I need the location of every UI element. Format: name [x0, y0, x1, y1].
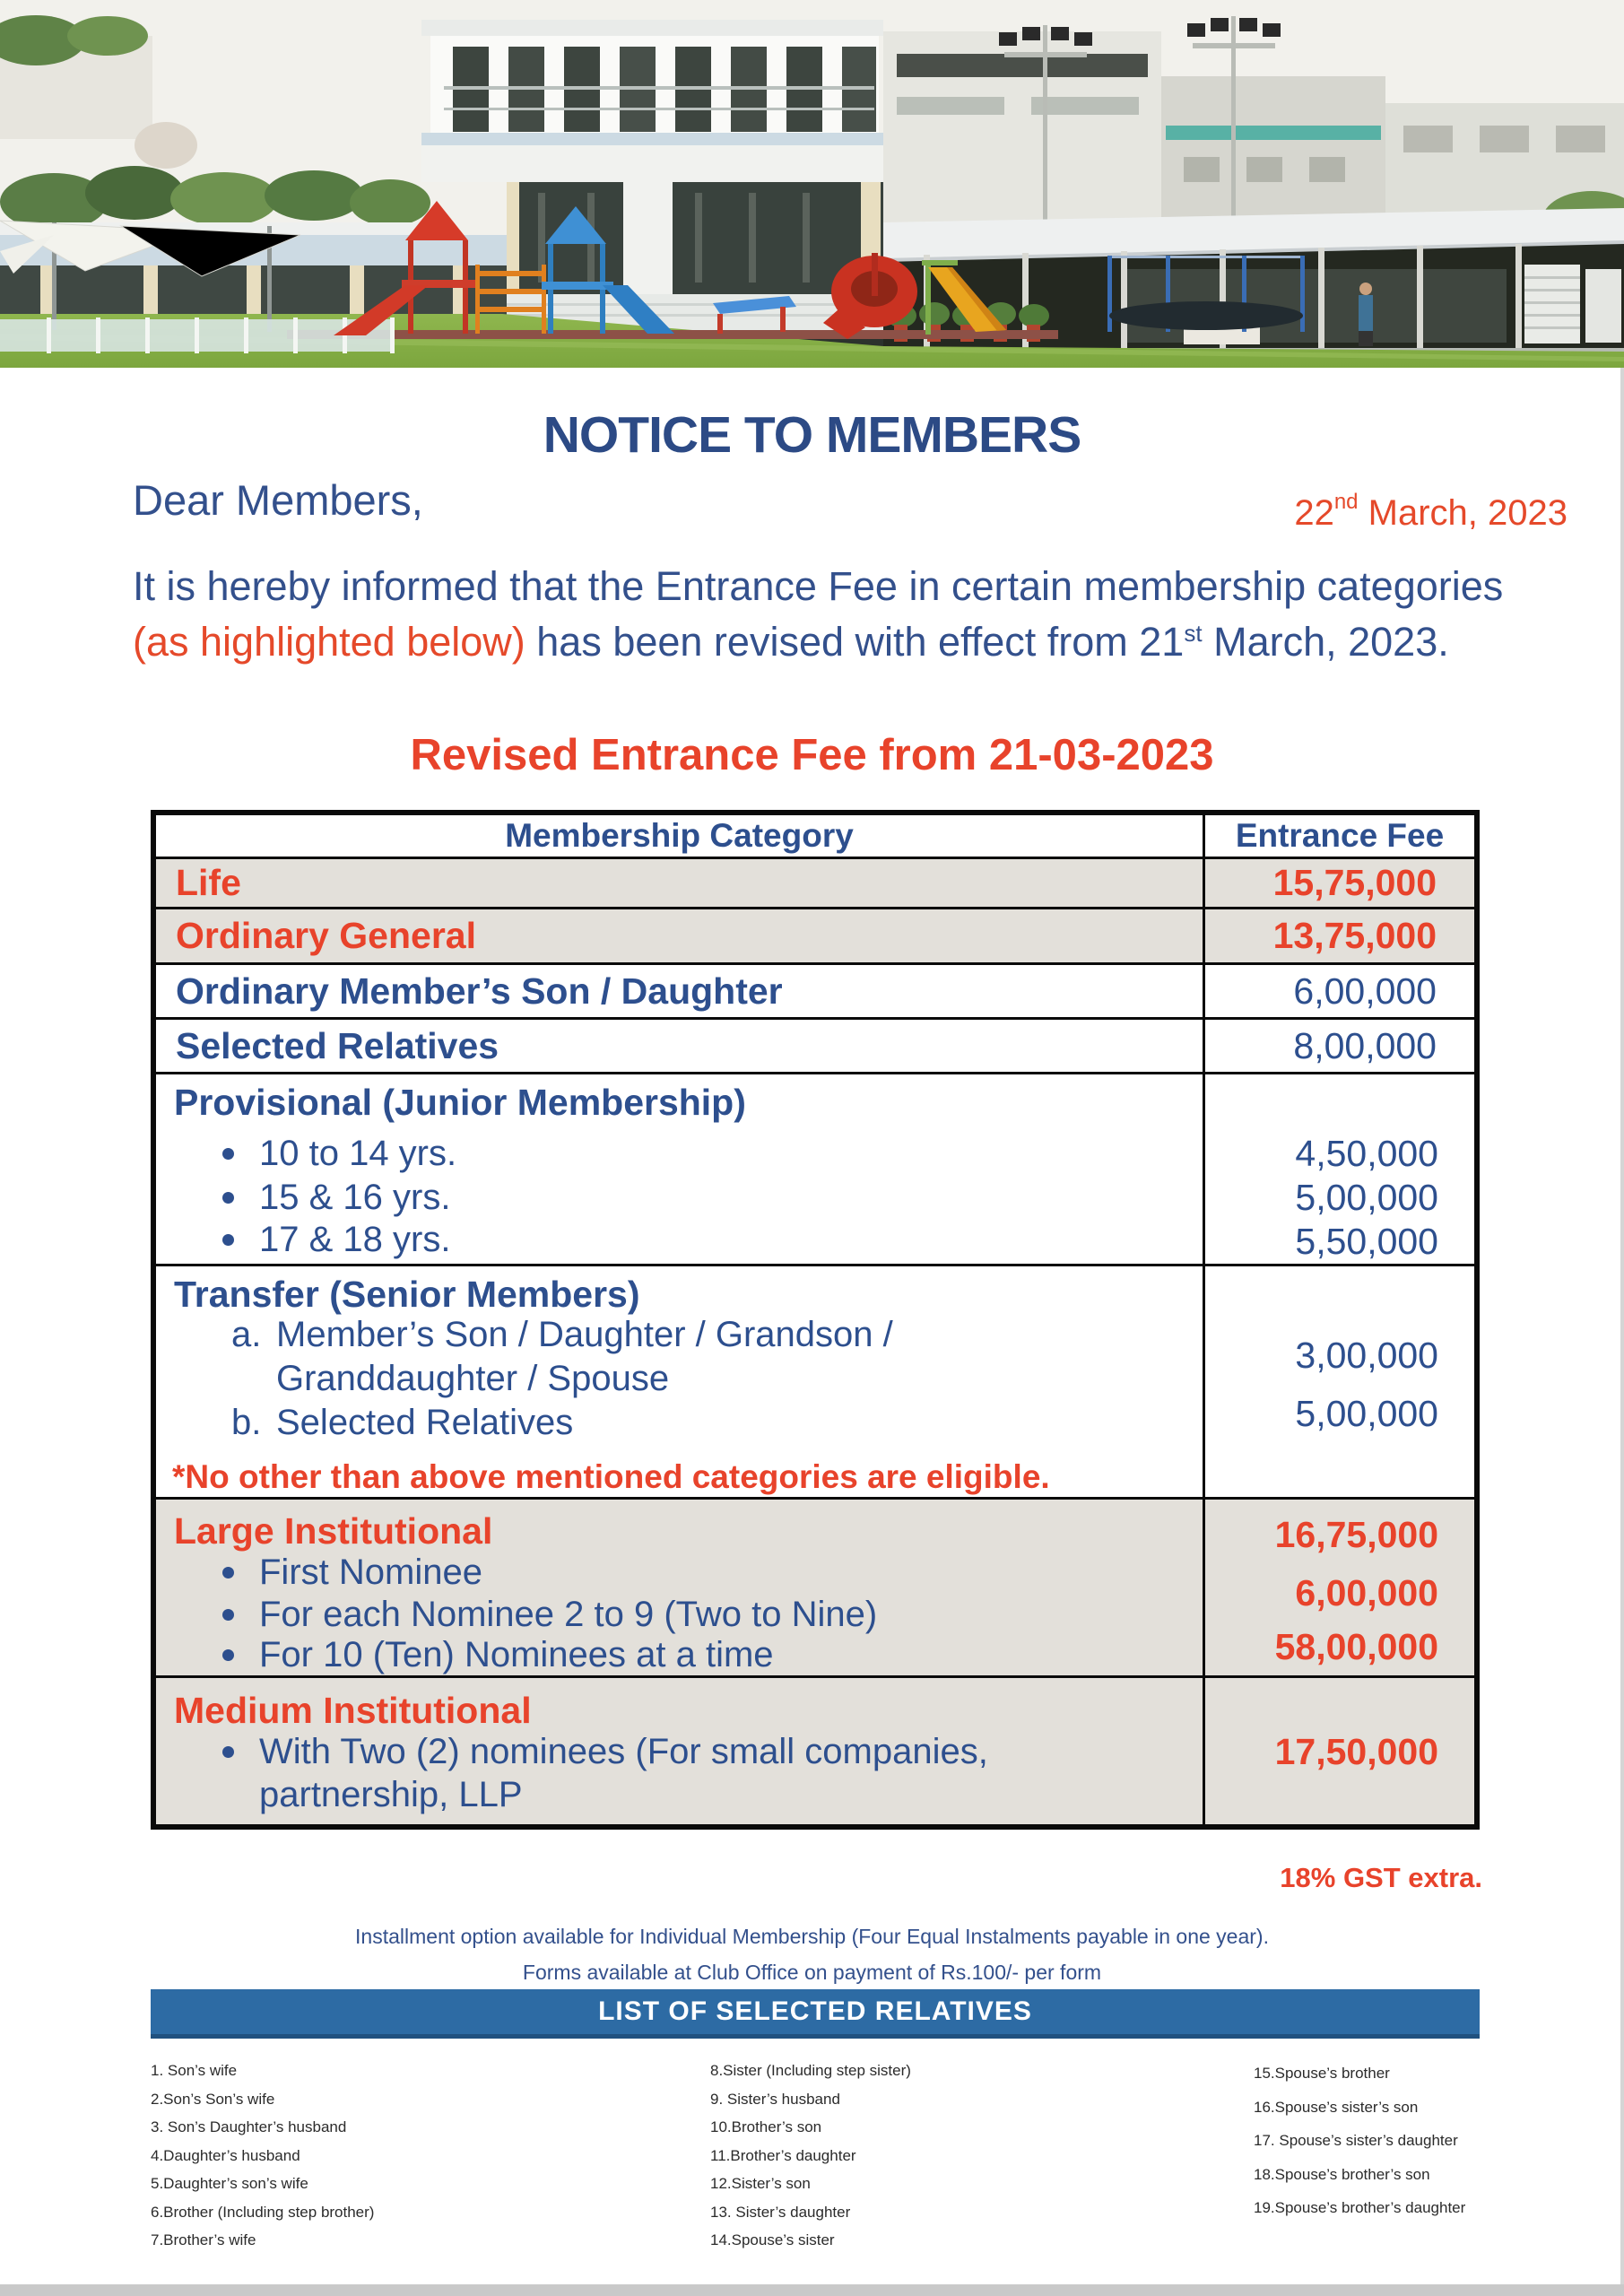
date-suffix: nd	[1333, 490, 1359, 514]
list-item: 11.Brother’s daughter	[710, 2146, 856, 2164]
body-highlight: (as highlighted below)	[133, 619, 525, 665]
list-item: 1. Son’s wife	[151, 2062, 238, 2079]
table-row-large-institutional	[156, 1497, 1474, 1675]
row-category: Ordinary Member’s Son / Daughter	[156, 965, 1205, 1017]
fee-line: 5,00,000	[1295, 1393, 1438, 1434]
body-part3: March, 2023.	[1202, 619, 1449, 665]
row-category: Ordinary General	[156, 909, 1205, 962]
trampoline	[1109, 301, 1303, 330]
list-item: 8.Sister (Including step sister)	[710, 2062, 911, 2079]
bullet-label: 10 to 14 yrs.	[259, 1133, 457, 1173]
item-label: Member’s Son / Daughter / Grandson / Granddaughter / Spouse	[276, 1315, 893, 1398]
list-item: 16.Spouse’s sister’s son	[1254, 2098, 1419, 2116]
forms-note: Forms available at Club Office on payment of Rs.100/- per form	[522, 1961, 1102, 1984]
fee-line: 17,50,000	[1274, 1731, 1438, 1772]
body-part2: has been revised with effect from 21	[525, 619, 1185, 665]
body-part1: It is hereby informed that the Entrance Fee in certain membership categories	[133, 563, 1504, 609]
table-row-provisional	[156, 1072, 1474, 1264]
row-fee: 13,75,000	[1205, 909, 1474, 962]
bullet-label: With Two (2) nominees (For small companies, partnership, LLP	[259, 1732, 988, 1814]
date-rest: March, 2023	[1358, 493, 1568, 533]
item-letter: a.	[231, 1315, 262, 1354]
list-item: 19.Spouse’s brother’s daughter	[1254, 2199, 1466, 2216]
table-row-life	[156, 857, 1474, 907]
salutation: Dear Members,	[133, 476, 423, 524]
group-title: Medium Institutional	[174, 1690, 532, 1731]
table-row-ordinary-son-daughter	[156, 962, 1474, 1017]
bullet-item	[222, 1593, 877, 1636]
bullet-dot	[222, 1234, 234, 1246]
eligibility-note: *No other than above mentioned categories are eligible.	[172, 1458, 1050, 1495]
relatives-column-3	[1254, 2057, 1465, 2225]
list-item: 4.Daughter’s husband	[151, 2146, 300, 2164]
bullet-label: First Nominee	[259, 1552, 482, 1592]
fee-line: 58,00,000	[1274, 1626, 1438, 1667]
body-sup: st	[1184, 620, 1203, 647]
item-letter: b.	[231, 1403, 262, 1442]
bullet-item	[222, 1176, 450, 1219]
relatives-header-bar: LIST OF SELECTED RELATIVES	[151, 1989, 1480, 2039]
club-photo	[0, 0, 1624, 368]
header-category: Membership Category	[156, 815, 1205, 857]
revised-fee-heading: Revised Entrance Fee from 21-03-2023	[410, 731, 1214, 779]
list-item: 12.Sister’s son	[710, 2175, 811, 2192]
bullet-label: 17 & 18 yrs.	[259, 1219, 451, 1259]
table-header-row	[156, 815, 1474, 857]
gst-note: 18% GST extra.	[1280, 1862, 1482, 1893]
lettered-item	[231, 1401, 573, 1445]
list-item: 6.Brother (Including step brother)	[151, 2203, 375, 2221]
page-edge-right	[1620, 368, 1624, 2284]
relatives-column-1	[151, 2057, 374, 2255]
row-fee: 15,75,000	[1205, 859, 1474, 907]
list-item: 15.Spouse’s brother	[1254, 2065, 1390, 2082]
fee-line: 4,50,000	[1295, 1133, 1438, 1174]
installment-note: Installment option available for Individual Membership (Four Equal Instalments payable in one year).	[355, 1925, 1269, 1948]
bullet-label: 15 & 16 yrs.	[259, 1177, 451, 1217]
bullet-dot	[222, 1649, 234, 1661]
notice-body	[133, 563, 1509, 665]
table-row-medium-institutional	[156, 1675, 1474, 1824]
group-title: Provisional (Junior Membership)	[174, 1082, 746, 1123]
row-fee: 8,00,000	[1293, 1024, 1437, 1066]
list-item: 7.Brother’s wife	[151, 2231, 256, 2248]
bullet-item	[222, 1218, 450, 1261]
bullet-dot	[222, 1567, 234, 1578]
list-item: 13. Sister’s daughter	[710, 2203, 851, 2221]
row-category: Life	[156, 859, 1205, 907]
list-item: 18.Spouse’s brother’s son	[1254, 2165, 1430, 2183]
relatives-column-2	[710, 2057, 911, 2255]
bullet-label: For 10 (Ten) Nominees at a time	[259, 1634, 774, 1674]
list-item: 2.Son’s Son’s wife	[151, 2090, 275, 2108]
group-title: Large Institutional	[174, 1510, 493, 1552]
list-item: 10.Brother’s son	[710, 2118, 822, 2135]
list-item: 17. Spouse’s sister’s daughter	[1254, 2132, 1458, 2149]
bullet-item	[222, 1633, 774, 1676]
date-day: 22	[1294, 493, 1334, 533]
notice-date	[1294, 490, 1568, 534]
fee-line: 16,75,000	[1274, 1514, 1438, 1555]
bullet-dot	[222, 1746, 234, 1758]
bullet-label: For each Nominee 2 to 9 (Two to Nine)	[259, 1594, 878, 1634]
list-item: 3. Son’s Daughter’s husband	[151, 2118, 347, 2135]
item-label: Selected Relatives	[276, 1403, 574, 1442]
group-title: Transfer (Senior Members)	[174, 1274, 640, 1315]
row-fee: 6,00,000	[1293, 970, 1437, 1012]
bullet-item	[222, 1132, 456, 1175]
bullet-item	[222, 1730, 1155, 1816]
table-row-ordinary-general	[156, 907, 1474, 962]
header-fee: Entrance Fee	[1235, 817, 1445, 854]
bullet-item	[222, 1551, 482, 1594]
veranda	[883, 208, 1624, 362]
bullet-dot	[222, 1192, 234, 1204]
list-item: 9. Sister’s husband	[710, 2090, 840, 2108]
page-title: NOTICE TO MEMBERS	[543, 406, 1081, 464]
fee-line: 5,50,000	[1295, 1221, 1438, 1262]
row-category: Selected Relatives	[156, 1020, 1205, 1072]
table-row-transfer	[156, 1264, 1474, 1497]
list-item: 5.Daughter’s son’s wife	[151, 2175, 308, 2192]
fee-line: 6,00,000	[1295, 1572, 1438, 1613]
fee-table	[151, 810, 1480, 1830]
table-row-selected-relatives	[156, 1017, 1474, 1072]
lettered-item	[231, 1313, 1119, 1401]
page-edge-bottom	[0, 2284, 1624, 2296]
bullet-dot	[222, 1609, 234, 1621]
fee-line: 3,00,000	[1295, 1335, 1438, 1376]
list-item: 14.Spouse’s sister	[710, 2231, 835, 2248]
bullet-dot	[222, 1148, 234, 1160]
fee-line: 5,00,000	[1295, 1177, 1438, 1218]
